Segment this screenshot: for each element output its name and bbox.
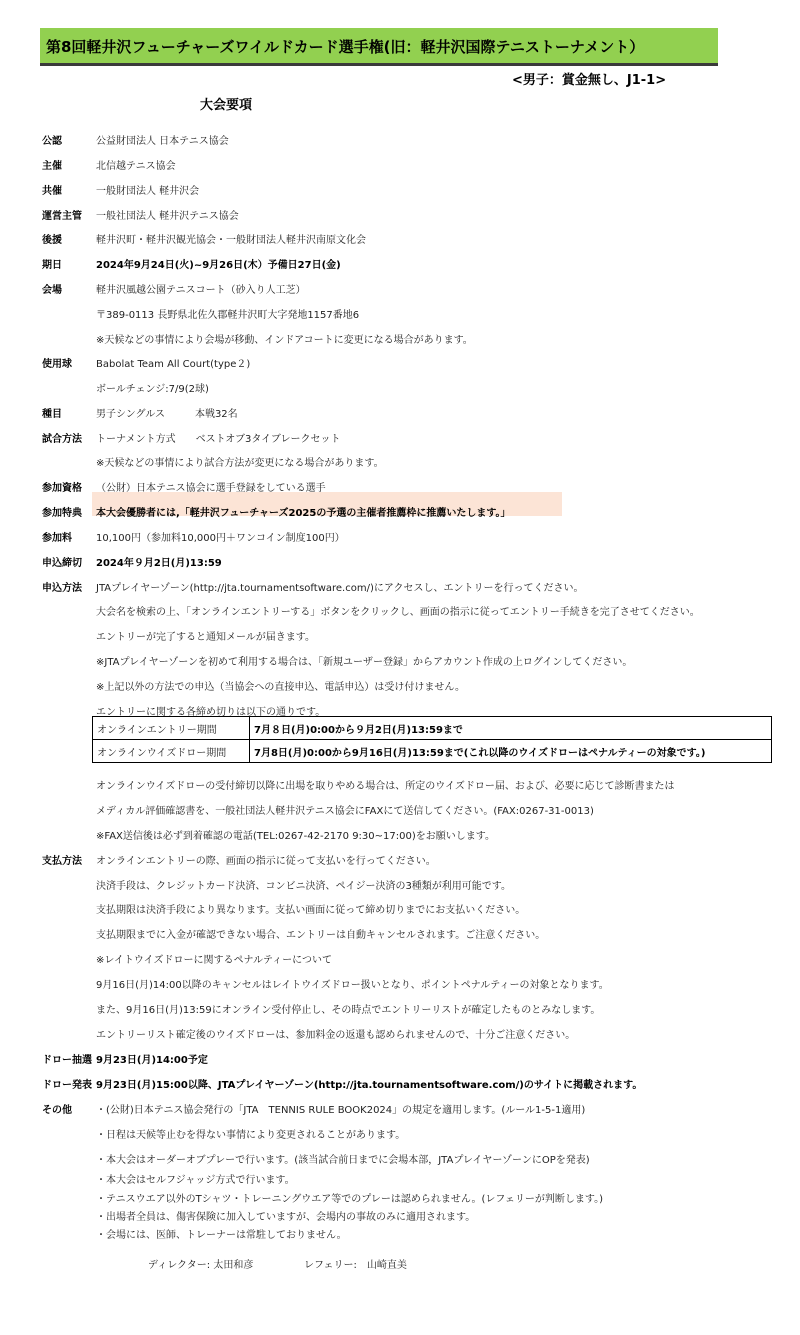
- field-value: 北信越テニス協会: [96, 161, 176, 172]
- field-label: 参加資格: [42, 483, 82, 494]
- table-row: [93, 717, 772, 740]
- field-label: 申込方法: [42, 583, 82, 594]
- field-value: ・本大会はセルフジャッジ方式で行います。: [96, 1175, 295, 1186]
- field-value: ・本大会はオーダーオブプレーで行います。(該当試合前日までに会場本部，JTAプレイヤーゾーンにOPを発表): [96, 1155, 590, 1166]
- field-label: 共催: [42, 186, 62, 197]
- field-label: 参加特典: [42, 508, 82, 519]
- field-value: また、9月16日(月)13:59にオンライン受付停止し、その時点でエントリーリストが確定したものとみなします。: [96, 1005, 601, 1016]
- field-value: ※天候などの事情により会場が移動、インドアコートに変更になる場合があります。: [96, 335, 473, 346]
- referee-signature: レフェリー: 山崎直美: [304, 1260, 407, 1271]
- field-value: ・会場には、医師、トレーナーは常駐しておりません。: [96, 1230, 347, 1241]
- field-value: 軽井沢町・軽井沢観光協会・一般財団法人軽井沢南原文化会: [96, 235, 366, 246]
- field-label: 使用球: [42, 359, 72, 370]
- field-label: 運営主管: [42, 211, 82, 222]
- field-value: 10,100円（参加料10,000円＋ワンコイン制度100円）: [96, 533, 345, 544]
- field-label: 後援: [42, 235, 62, 246]
- field-value: 公益財団法人 日本テニス協会: [96, 136, 229, 147]
- field-value: 2024年9月24日(火)~9月26日(木）予備日27日(金): [96, 260, 341, 271]
- table-row: [93, 740, 772, 763]
- field-value: エントリーが完了すると通知メールが届きます。: [96, 632, 315, 643]
- field-value: ・日程は天候等止むを得ない事情により変更されることがあります。: [96, 1130, 406, 1141]
- field-value: ボールチェンジ:7/9(2球): [96, 384, 209, 395]
- field-value: 2024年９月2日(月)13:59: [96, 558, 222, 569]
- field-value: 軽井沢風越公園テニスコート（砂入り人工芝）: [96, 285, 306, 296]
- field-value: 一般財団法人 軽井沢会: [96, 186, 200, 197]
- field-label: ドロー発表: [42, 1080, 92, 1091]
- field-value: エントリーリスト確定後のウイズドローは、参加料金の返還も認められませんので、十分ご注意ください。: [96, 1030, 576, 1041]
- field-label: ドロー抽選: [42, 1055, 92, 1066]
- field-label: その他: [42, 1105, 72, 1116]
- field-value: （公財）日本テニス協会に選手登録をしている選手: [96, 483, 326, 494]
- withdrawal-period-label: オンラインウイズドロー期間: [93, 740, 250, 763]
- field-label: 期日: [42, 260, 62, 271]
- director-signature: ディレクター: 太田和彦: [148, 1260, 254, 1271]
- field-value: ※レイトウイズドローに関するペナルティーについて: [96, 955, 332, 966]
- prize-category: <男子：賞金無し、J1-1>: [512, 73, 667, 88]
- entry-deadlines-table: [92, 716, 772, 763]
- entry-period-dates: 7月８日(月)0:00から９月2日(月)13:59まで: [250, 717, 772, 740]
- page-title: 第8回軽井沢フューチャーズワイルドカード選手権(旧：軽井沢国際テニストーナメント）: [46, 38, 645, 56]
- field-value: 9月23日(月)14:00予定: [96, 1055, 208, 1066]
- entry-period-label: オンラインエントリー期間: [93, 717, 250, 740]
- field-value: 決済手段は、クレジットカード決済、コンビニ決済、ペイジー決済の3種類が利用可能です。: [96, 881, 512, 892]
- field-label: 参加料: [42, 533, 72, 544]
- field-value: 支払期限は決済手段により異なります。支払い画面に従って締め切りまでにお支払いください。: [96, 905, 526, 916]
- field-value: ※上記以外の方法での申込（当協会への直接申込、電話申込）は受け付けません。: [96, 682, 465, 693]
- field-value: 9月16日(月)14:00以降のキャンセルはレイトウイズドロー扱いとなり、ポイントペナルティーの対象となります。: [96, 980, 609, 991]
- field-value: トーナメント方式 ベストオブ3タイブレークセット: [96, 434, 341, 445]
- field-label: 公認: [42, 136, 62, 147]
- field-value: ・テニスウエア以外のTシャツ・トレーニングウエア等でのプレーは認められません。(レフェリーが判断します。): [96, 1194, 604, 1205]
- field-value: ※天候などの事情により試合方法が変更になる場合があります。: [96, 458, 384, 469]
- field-value: 男子シングルス 本戦32名: [96, 409, 238, 420]
- field-value: エントリーに関する各締め切りは以下の通りです。: [96, 707, 326, 718]
- field-value: 本大会優勝者には,「軽井沢フューチャーズ2025の予選の主催者推薦枠に推薦いたします。」: [96, 508, 511, 519]
- section-heading: 大会要項: [200, 98, 253, 113]
- withdrawal-period-dates: 7月8日(月)0:00から9月16日(月)13:59まで(これ以降のウイズドローはペナルティーの対象です。): [250, 740, 772, 763]
- field-label: 支払方法: [42, 856, 82, 867]
- field-label: 種目: [42, 409, 62, 420]
- field-value: オンラインエントリーの際、画面の指示に従って支払いを行ってください。: [96, 856, 436, 867]
- field-label: 主催: [42, 161, 62, 172]
- field-value: 〒389-0113 長野県北佐久郡軽井沢町大字発地1157番地6: [96, 310, 360, 321]
- title-banner: [40, 28, 718, 66]
- field-value: ※JTAプレイヤーゾーンを初めて利用する場合は、「新規ユーザー登録」からアカウント作成の上ログインしてください。: [96, 657, 633, 668]
- field-label: 試合方法: [42, 434, 82, 445]
- field-value: 支払期限までに入金が確認できない場合、エントリーは自動キャンセルされます。ご注意ください。: [96, 930, 546, 941]
- field-value: ※FAX送信後は必ず到着確認の電話(TEL:0267-42-2170 9:30~17:00)をお願いします。: [96, 831, 495, 842]
- field-label: 申込締切: [42, 558, 82, 569]
- field-value: 一般社団法人 軽井沢テニス協会: [96, 211, 239, 222]
- field-value: 大会名を検索の上、「オンラインエントリーする」ボタンをクリックし、画面の指示に従ってエントリー手続きを完了させてください。: [96, 607, 700, 618]
- field-value: ・出場者全員は、傷害保険に加入していますが、会場内の事故のみに適用されます。: [96, 1212, 476, 1223]
- field-value: ・(公財)日本テニス協会発行の「JTA TENNIS RULE BOOK2024」の規定を適用します。(ルール1-5-1適用): [96, 1105, 586, 1116]
- field-value: Babolat Team All Court(type２): [96, 359, 251, 370]
- field-value: オンラインウイズドローの受付締切以降に出場を取りやめる場合は、所定のウイズドロー届、および、必要に応じて診断書または: [96, 781, 675, 792]
- field-value: JTAプレイヤーゾーン(http://jta.tournamentsoftware.com/)にアクセスし、エントリーを行ってください。: [96, 583, 584, 594]
- field-value: 9月23日(月)15:00以降、JTAプレイヤーゾーン(http://jta.tournamentsoftware.com/)のサイトに掲載されます。: [96, 1080, 643, 1091]
- field-value: メディカル評価確認書を、一般社団法人軽井沢テニス協会にFAXにて送信してください。(FAX:0267-31-0013): [96, 806, 594, 817]
- field-label: 会場: [42, 285, 62, 296]
